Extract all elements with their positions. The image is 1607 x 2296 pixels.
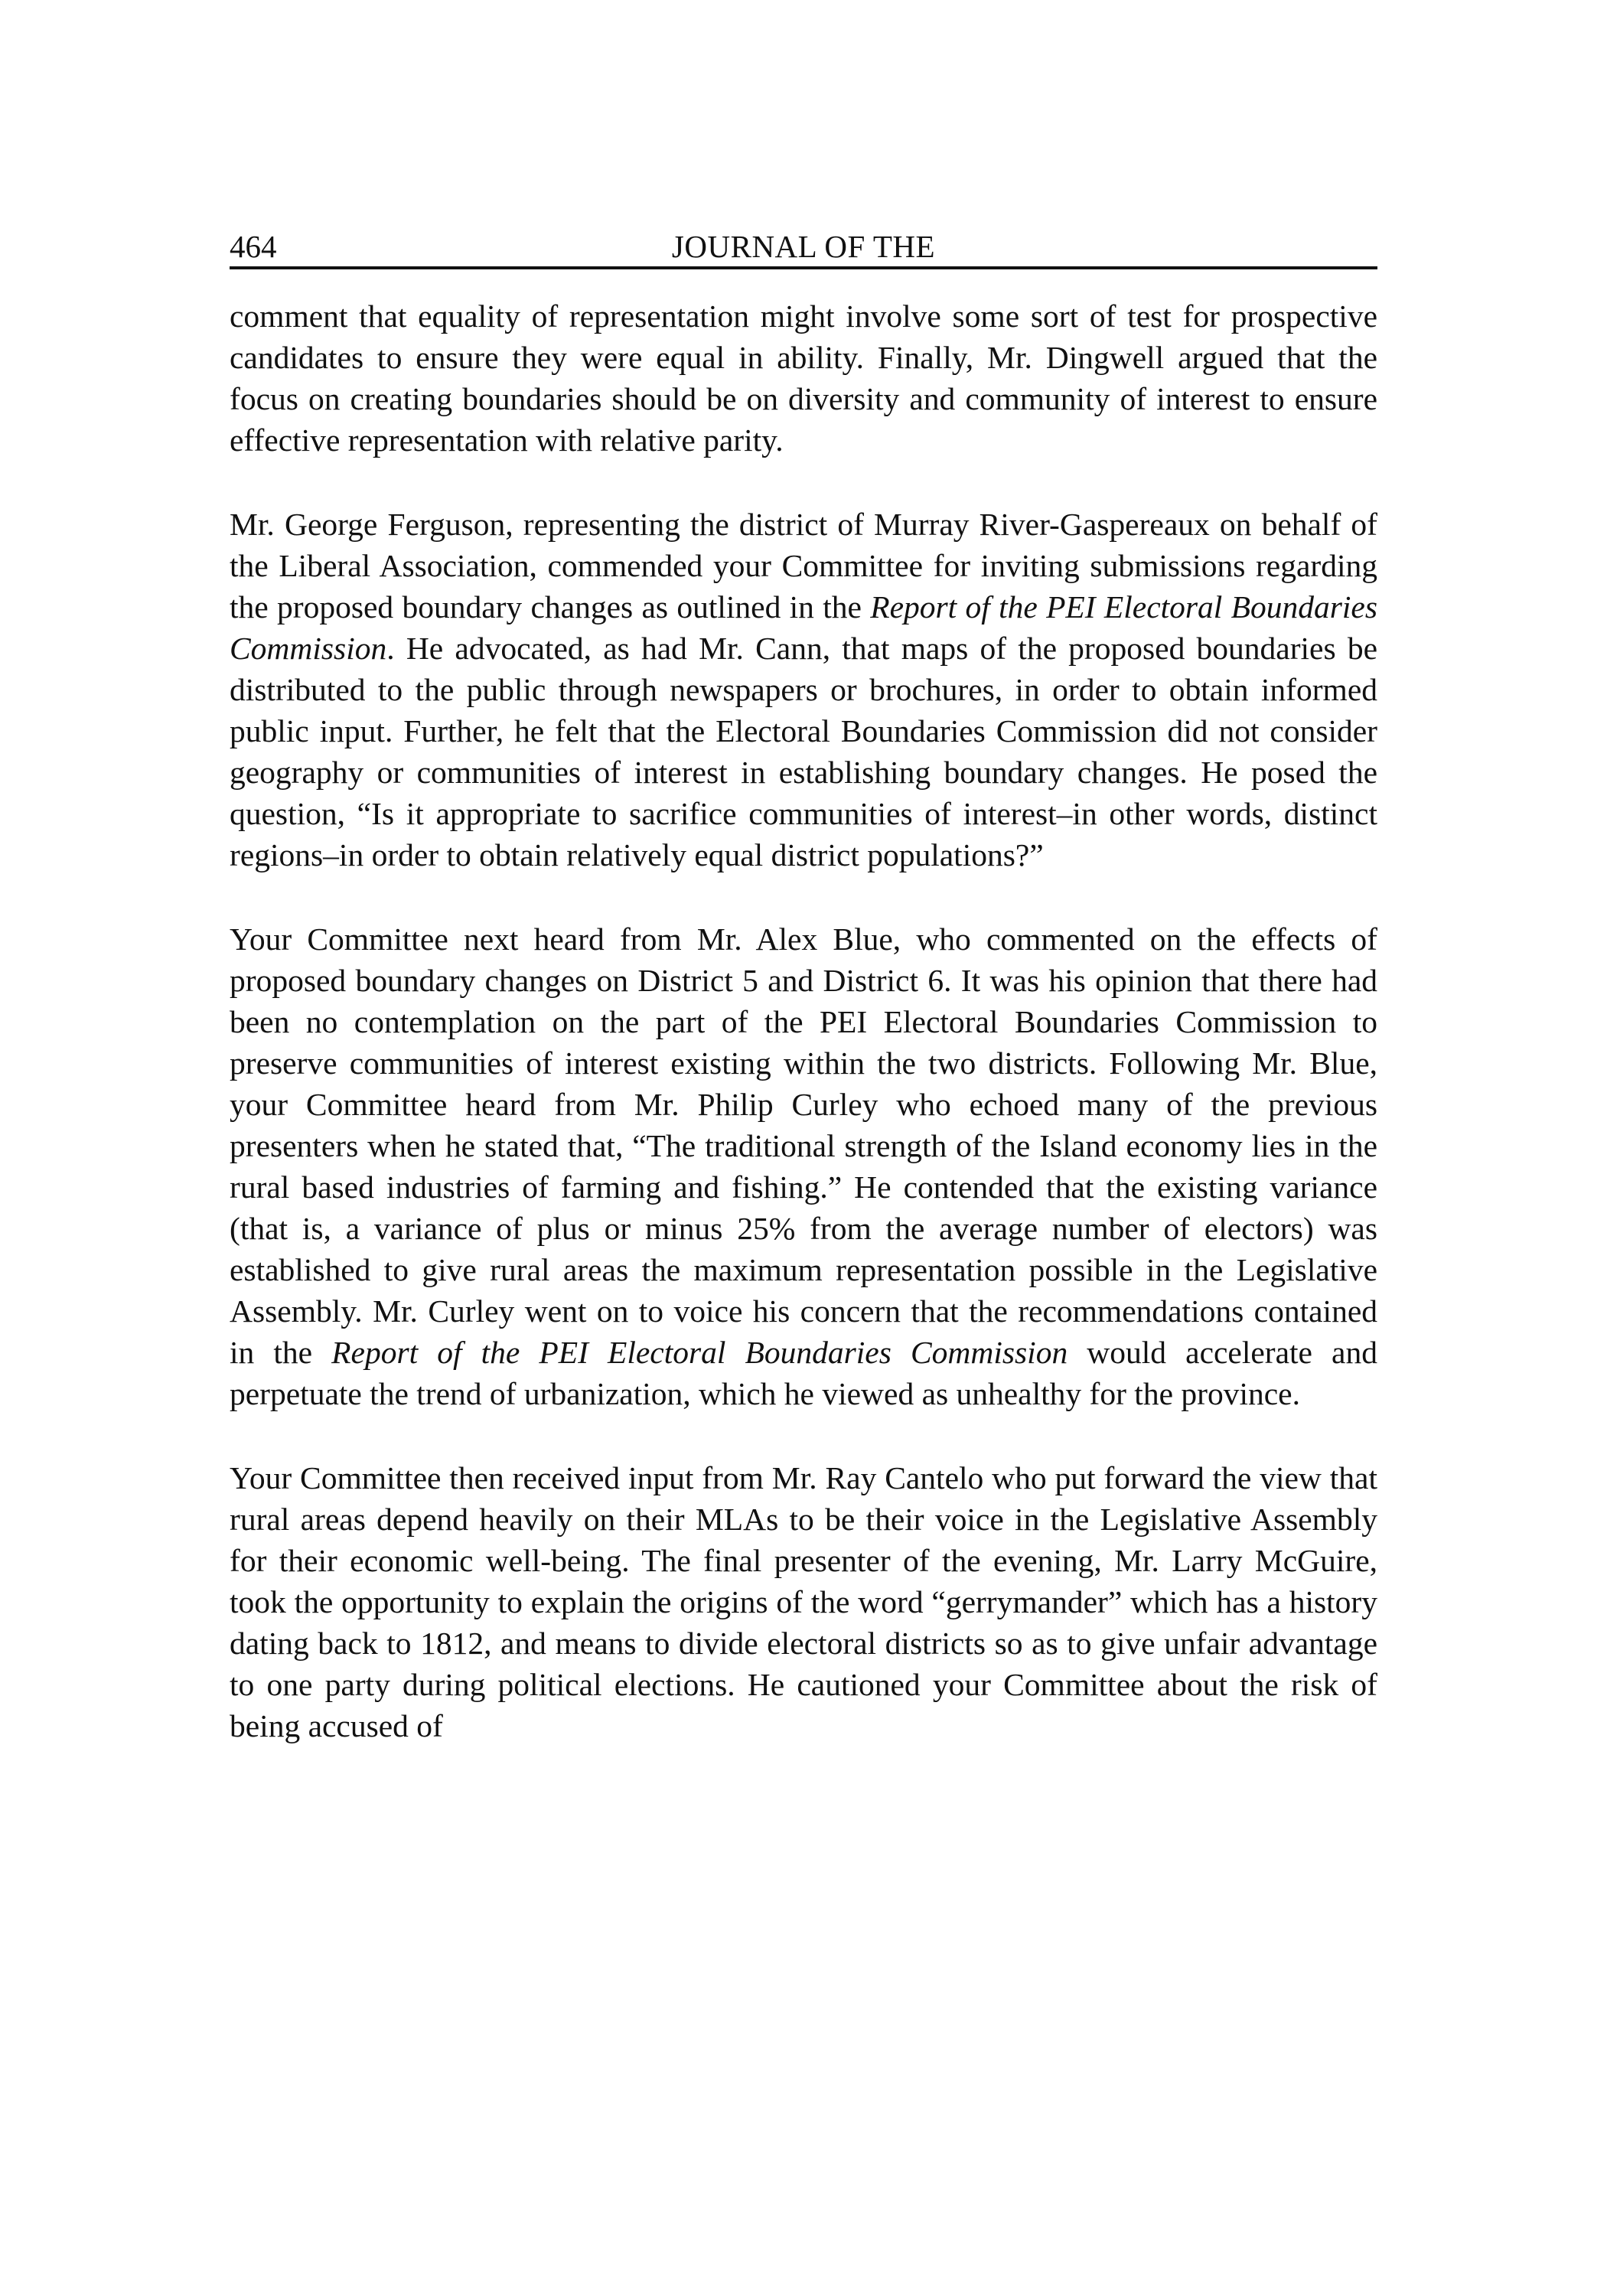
paragraph-ferguson-submission <box>230 504 1377 876</box>
paragraph-cantelo-mcguire-submissions <box>230 1457 1377 1746</box>
paragraph-text: would accelerate and perpetuate the trend of urbanization, which he viewed as unhealthy for the province. <box>230 1335 1377 1411</box>
paragraph-text: comment that equality of representation might involve some sort of test for prospective candidates to ensure they were equal in ability. Finally, Mr. Dingwell argued that the focus on creating boundaries should be on diversity and community of interest to ensure effective representation with relative parity. <box>230 298 1377 458</box>
report-title-italic: Report of the PEI Electoral Boundaries Commission <box>331 1335 1068 1370</box>
paragraph-text: Mr. George Ferguson, representing the district of Murray River-Gaspereaux on behalf of the Liberal Association, commended your Committee for inviting submissions regarding the proposed boundary changes as outlined in the <box>230 507 1377 625</box>
journal-title: JOURNAL OF THE <box>671 229 936 264</box>
paragraph-text: . He advocated, as had Mr. Cann, that maps of the proposed boundaries be distributed to the public through newspapers or brochures, in order to obtain informed public input. Further, he felt that the Electoral Boundaries Commission did not consider geography or communities of interest in establishing boundary changes. He posed the question, “Is it appropriate to sacrifice communities of interest–in other words, distinct regions–in order to obtain relatively equal district populations?” <box>230 631 1377 872</box>
journal-page <box>230 227 1377 1789</box>
paragraph-dingwell-conclusion <box>230 295 1377 461</box>
paragraph-text: Your Committee next heard from Mr. Alex Blue, who commented on the effects of proposed boundary changes on District 5 and District 6. It was his opinion that there had been no contemplation on the part of the PEI Electoral Boundaries Commission to preserve communities of interest existing within the two districts. Following Mr. Blue, your Committee heard from Mr. Philip Curley who echoed many of the previous presenters when he stated that, “The traditional strength of the Island economy lies in the rural based industries of farming and fishing.” He contended that the existing variance (that is, a variance of plus or minus 25% from the average number of electors) was established to give rural areas the maximum representation possible in the Legislative Assembly. Mr. Curley went on to voice his concern that the recommendations contained in the <box>230 921 1377 1370</box>
paragraph-blue-curley-submissions <box>230 918 1377 1414</box>
page-number: 464 <box>230 229 277 264</box>
running-header <box>230 227 1377 269</box>
body-text <box>230 295 1377 1746</box>
paragraph-text: Your Committee then received input from Mr. Ray Cantelo who put forward the view that rural areas depend heavily on their MLAs to be their voice in the Legislative Assembly for their economic well-being. The final presenter of the evening, Mr. Larry McGuire, took the opportunity to explain the origins of the word “gerrymander” which has a history dating back to 1812, and means to divide electoral districts so as to give unfair advantage to one party during political elections. He cautioned your Committee about the risk of being accused of <box>230 1460 1377 1743</box>
report-title-italic: Report of the PEI Electoral Boundaries Commission <box>230 589 1377 666</box>
